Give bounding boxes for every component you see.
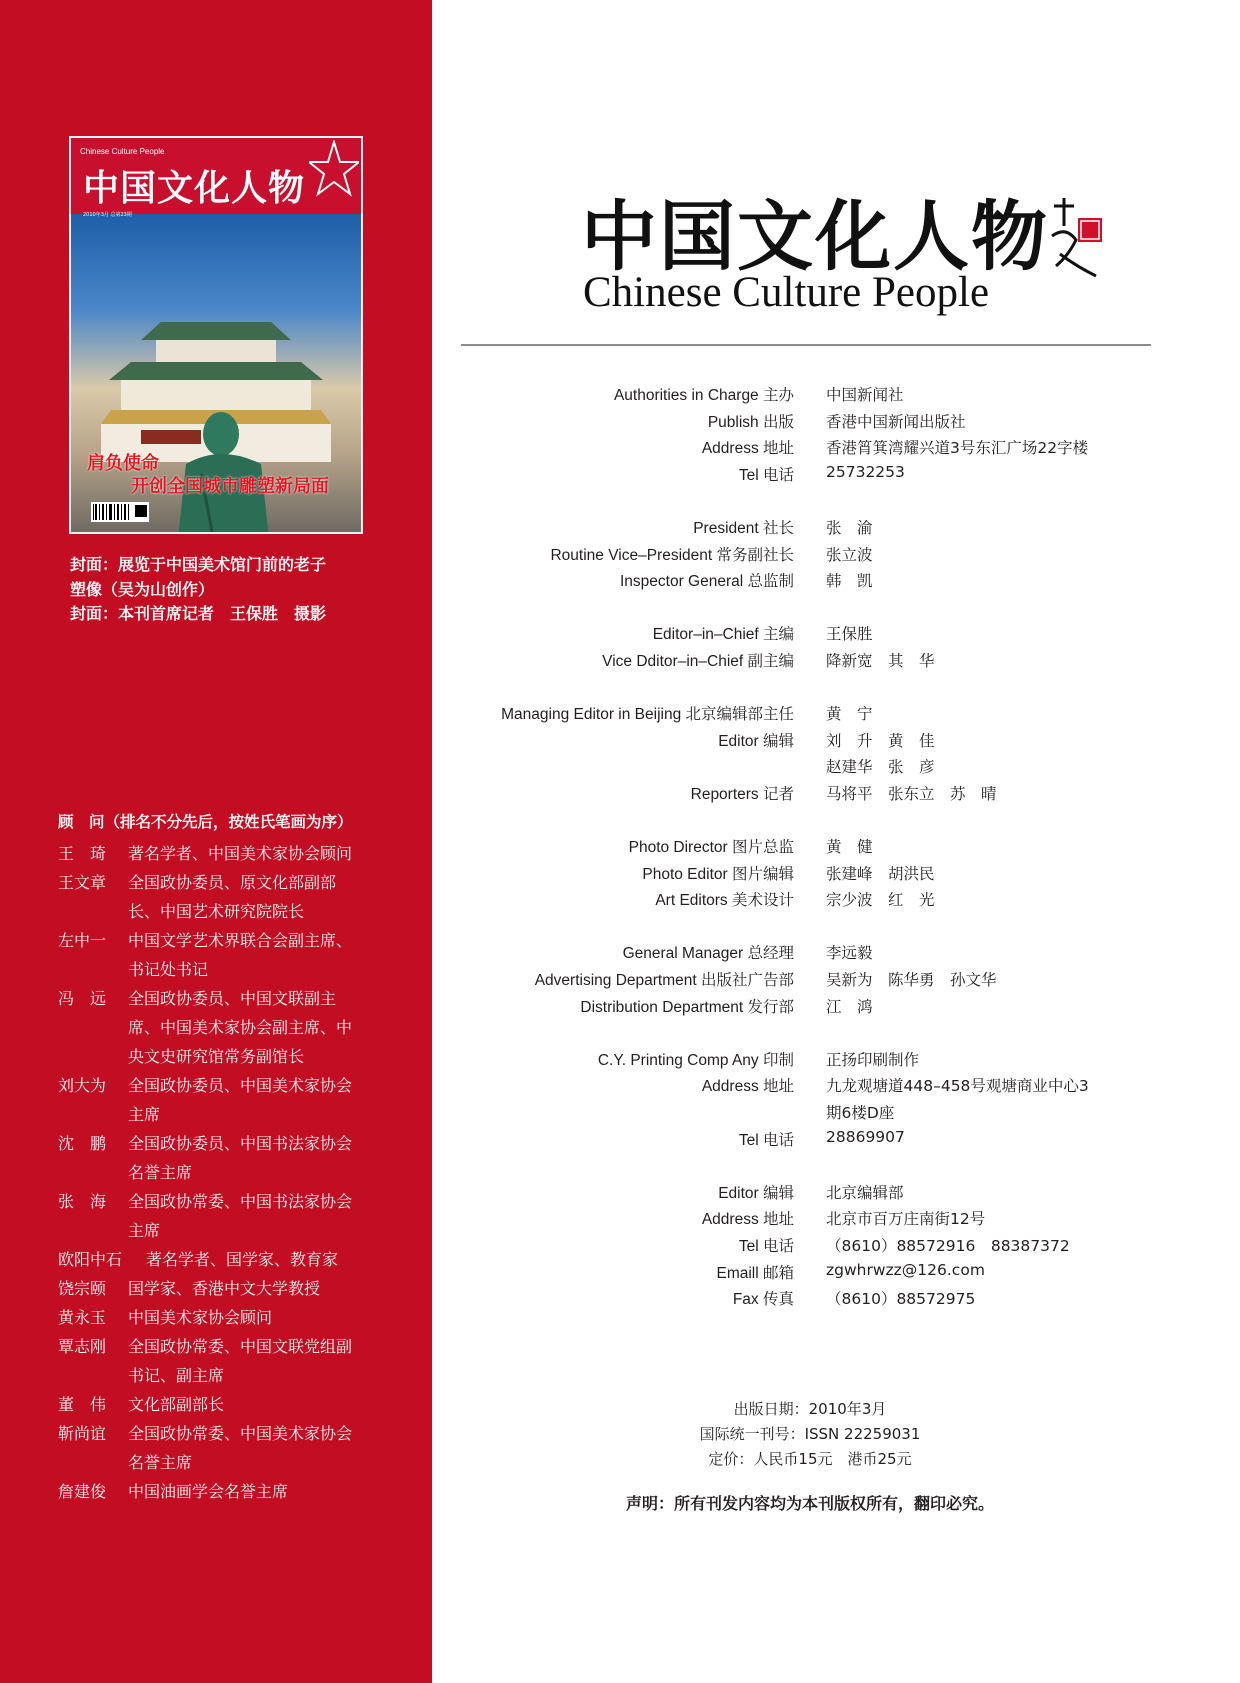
masthead-value: 马将平 张东立 苏 晴 (826, 784, 997, 803)
masthead-row (440, 888, 1220, 915)
adviser-row (58, 955, 428, 984)
masthead-label: C.Y. Printing Comp Any 印制 (597, 1051, 794, 1069)
adviser-name (58, 1158, 128, 1187)
cover-issue-info: 2010年3月 总第23期 (83, 212, 132, 218)
magazine-logo-english: Chinese Culture People (583, 269, 990, 316)
masthead-value: 黄 健 (826, 838, 873, 857)
masthead-value: 25732253 (826, 462, 905, 481)
cover-caption-line-2: 塑像（吴为山创作） (70, 580, 215, 599)
adviser-role: 长、中国艺术研究院院长 (128, 902, 305, 921)
masthead-row (440, 649, 1220, 676)
masthead-row (440, 543, 1220, 570)
adviser-row (58, 1448, 428, 1477)
masthead-spacer (440, 676, 1220, 703)
adviser-row (58, 1042, 428, 1071)
masthead-value: 李远毅 (826, 944, 873, 963)
adviser-row (58, 1303, 428, 1332)
adviser-name (58, 955, 128, 984)
adviser-name (58, 897, 128, 926)
masthead-label: Editor 编辑 (718, 1184, 794, 1202)
adviser-name: 左中一 (58, 931, 107, 950)
adviser-name: 张 海 (58, 1192, 107, 1211)
masthead-spacer (440, 1021, 1220, 1048)
masthead-label: President 社长 (693, 519, 794, 537)
masthead-label: Emaill 邮箱 (716, 1264, 794, 1282)
adviser-name (58, 1448, 128, 1477)
adviser-name: 刘大为 (58, 1076, 107, 1095)
adviser-name (58, 1013, 128, 1042)
adviser-row (58, 839, 428, 868)
publication-info (560, 1397, 1060, 1472)
copyright-notice: 声明：所有刊发内容均为本刊版权所有，翻印必究。 (625, 1494, 994, 1513)
masthead-row (440, 729, 1220, 756)
masthead-row (440, 622, 1220, 649)
masthead-row (440, 410, 1220, 437)
adviser-name (58, 1361, 128, 1390)
masthead-row (440, 569, 1220, 596)
adviser-row (58, 1013, 428, 1042)
adviser-role: 全国政协委员、中国美术家协会 (128, 1076, 353, 1095)
masthead-spacer (440, 489, 1220, 516)
masthead-label: Address 地址 (701, 440, 794, 458)
masthead-value: zgwhrwzz@126.com (826, 1260, 985, 1279)
cover-caption-line-1: 封面：展览于中国美术馆门前的老子 (70, 555, 327, 574)
masthead-label: Art Editors 美术设计 (655, 892, 794, 910)
masthead-value: 28869907 (826, 1127, 905, 1146)
masthead-label: General Manager 总经理 (622, 945, 794, 963)
masthead-row (440, 436, 1220, 463)
adviser-role: 著名学者、国学家、教育家 (146, 1250, 339, 1269)
masthead-value: （8610）88572975 (826, 1290, 976, 1309)
adviser-row (58, 1187, 428, 1216)
left-red-band (0, 0, 432, 1683)
adviser-row (58, 1071, 428, 1100)
masthead-row (440, 1261, 1220, 1288)
cover-thumbnail (69, 136, 363, 534)
adviser-row (58, 1361, 428, 1390)
masthead-value: 吴新为 陈华勇 孙文华 (826, 971, 997, 990)
masthead-row (440, 383, 1220, 410)
adviser-role: 名誉主席 (128, 1453, 193, 1472)
masthead-label: Editor–in–Chief 主编 (652, 626, 794, 644)
adviser-role: 主席 (128, 1221, 161, 1240)
adviser-name: 靳尚谊 (58, 1424, 107, 1443)
adviser-name: 詹建俊 (58, 1482, 107, 1501)
header-divider (461, 344, 1151, 346)
masthead-label: Tel 电话 (738, 1131, 794, 1149)
masthead-label: Distribution Department 发行部 (580, 998, 794, 1016)
adviser-name: 董 伟 (58, 1395, 107, 1414)
publication-date: 出版日期：2010年3月 (733, 1400, 887, 1418)
adviser-name (58, 1216, 128, 1245)
masthead-spacer (440, 809, 1220, 836)
masthead-spacer (440, 915, 1220, 942)
masthead-value: 期6楼D座 (826, 1104, 895, 1123)
adviser-name: 黄永玉 (58, 1308, 107, 1327)
masthead-value: 黄 宁 (826, 705, 873, 724)
masthead-value: 香港筲箕湾耀兴道3号东汇广场22字楼 (826, 439, 1089, 458)
adviser-name (58, 1100, 128, 1129)
masthead-label: Reporters 记者 (690, 785, 794, 803)
masthead-label: Advertising Department 出版社广告部 (534, 972, 794, 990)
adviser-role: 全国政协委员、中国书法家协会 (128, 1134, 353, 1153)
masthead-value: 刘 升 黄 佳 (826, 731, 935, 750)
masthead-label: Managing Editor in Beijing 北京编辑部主任 (501, 706, 794, 724)
masthead-label: Address 地址 (701, 1211, 794, 1229)
masthead-row (440, 1207, 1220, 1234)
masthead-row (440, 1287, 1220, 1314)
adviser-row (58, 1274, 428, 1303)
masthead-value: 北京市百万庄南街12号 (826, 1210, 986, 1229)
masthead-value: 张立波 (826, 545, 873, 564)
masthead-value: 九龙观塘道448–458号观塘商业中心3 (826, 1077, 1089, 1096)
masthead-value: 江 鸿 (826, 997, 873, 1016)
masthead-label: Tel 电话 (738, 466, 794, 484)
adviser-row (58, 1100, 428, 1129)
masthead-row (440, 1074, 1220, 1101)
masthead (440, 383, 1220, 1314)
cover-headline-2: 开创全国城市雕塑新局面 (131, 476, 329, 497)
adviser-name: 沈 鹏 (58, 1134, 107, 1153)
masthead-spacer (440, 1154, 1220, 1181)
masthead-row (440, 463, 1220, 490)
adviser-role: 央文史研究馆常务副馆长 (128, 1047, 305, 1066)
adviser-row (58, 868, 428, 897)
masthead-value: 中国新闻社 (826, 386, 904, 404)
adviser-row (58, 1245, 428, 1274)
masthead-value: 北京编辑部 (826, 1183, 904, 1202)
masthead-value: 王保胜 (826, 625, 873, 644)
adviser-role: 名誉主席 (128, 1163, 193, 1182)
masthead-row (440, 968, 1220, 995)
masthead-row (440, 1048, 1220, 1075)
advisers-heading: 顾 问（排名不分先后，按姓氏笔画为序） (58, 813, 353, 831)
masthead-value: （8610）88572916 88387372 (826, 1237, 1070, 1255)
masthead-row (440, 1101, 1220, 1128)
masthead-label: Editor 编辑 (718, 732, 794, 750)
adviser-role: 文化部副部长 (128, 1395, 225, 1414)
adviser-role: 主席 (128, 1105, 161, 1124)
masthead-row (440, 1128, 1220, 1155)
masthead-row (440, 755, 1220, 782)
masthead-value: 赵建华 张 彦 (826, 758, 935, 777)
masthead-row (440, 941, 1220, 968)
adviser-role: 席、中国美术家协会副主席、中 (128, 1018, 353, 1037)
cover-caption-line-3: 封面：本刊首席记者 王保胜 摄影 (70, 604, 327, 623)
adviser-role: 国学家、香港中文大学教授 (128, 1279, 321, 1298)
adviser-row (58, 1332, 428, 1361)
adviser-row (58, 1129, 428, 1158)
adviser-name: 覃志刚 (58, 1337, 107, 1356)
adviser-row (58, 1390, 428, 1419)
adviser-row (58, 984, 428, 1013)
masthead-label: Publish 出版 (707, 413, 794, 431)
masthead-row (440, 516, 1220, 543)
adviser-row (58, 926, 428, 955)
masthead-label: Tel 电话 (738, 1238, 794, 1255)
masthead-label: Vice Dditor–in–Chief 副主编 (602, 652, 794, 670)
masthead-row (440, 1181, 1220, 1208)
adviser-role: 书记处书记 (128, 960, 209, 979)
adviser-role: 全国政协委员、原文化部副部 (128, 873, 337, 892)
star-icon (309, 140, 359, 210)
barcode-icon (91, 502, 149, 522)
adviser-row (58, 897, 428, 926)
price: 定价：人民币15元 港币25元 (708, 1450, 912, 1468)
cover-english-title: Chinese Culture People (80, 147, 165, 156)
adviser-name: 冯 远 (58, 989, 107, 1008)
adviser-role: 中国油画学会名誉主席 (128, 1482, 289, 1501)
adviser-role: 全国政协常委、中国书法家协会 (128, 1192, 353, 1211)
masthead-label: Inspector General 总监制 (619, 573, 794, 591)
masthead-value: 张 渝 (826, 518, 873, 537)
adviser-role: 全国政协委员、中国文联副主 (128, 989, 337, 1008)
adviser-row (58, 1158, 428, 1187)
masthead-label: Routine Vice–President 常务副社长 (550, 546, 794, 564)
magazine-logo-chinese: 中国文化人物 (581, 192, 1049, 281)
masthead-label: Address 地址 (701, 1078, 794, 1096)
masthead-label: Photo Editor 图片编辑 (642, 865, 794, 883)
masthead-value: 韩 凯 (826, 572, 873, 591)
masthead-value: 香港中国新闻出版社 (826, 412, 966, 431)
advisers-list (58, 810, 428, 1506)
masthead-label: Fax 传真 (732, 1291, 794, 1309)
adviser-name: 王文章 (58, 873, 107, 892)
masthead-spacer (440, 596, 1220, 623)
masthead-row (440, 862, 1220, 889)
adviser-name: 王 琦 (58, 844, 107, 863)
adviser-role: 中国文学艺术界联合会副主席、 (128, 931, 353, 950)
adviser-row (58, 1477, 428, 1506)
adviser-row (58, 1216, 428, 1245)
masthead-value: 张建峰 胡洪民 (826, 864, 935, 883)
masthead-row (440, 995, 1220, 1022)
adviser-name: 欧阳中石 (58, 1250, 123, 1269)
masthead-row (440, 702, 1220, 729)
masthead-row (440, 835, 1220, 862)
adviser-role: 中国美术家协会顾问 (128, 1308, 273, 1327)
masthead-label: Authorities in Charge 主办 (613, 387, 794, 404)
masthead-value: 降新宽 其 华 (826, 651, 935, 670)
masthead-row (440, 1234, 1220, 1261)
adviser-role: 书记、副主席 (128, 1366, 225, 1385)
issn-number: 国际统一刊号：ISSN 22259031 (699, 1425, 921, 1443)
masthead-value: 正扬印刷制作 (826, 1050, 920, 1069)
cover-chinese-title: 中国文化人物 (83, 167, 306, 209)
cover-headline-1: 肩负使命 (87, 453, 159, 474)
calligraphy-signature-seal (1046, 196, 1106, 286)
adviser-role: 著名学者、中国美术家协会顾问 (128, 844, 353, 863)
adviser-name: 饶宗颐 (58, 1279, 107, 1298)
laozi-statue-illustration (166, 404, 286, 534)
masthead-value: 宗少波 红 光 (826, 891, 935, 910)
adviser-name (58, 1042, 128, 1071)
adviser-role: 全国政协常委、中国文联党组副 (128, 1337, 353, 1356)
adviser-row (58, 1419, 428, 1448)
masthead-label: Photo Director 图片总监 (628, 839, 794, 857)
adviser-role: 全国政协常委、中国美术家协会 (128, 1424, 353, 1443)
masthead-row (440, 782, 1220, 809)
